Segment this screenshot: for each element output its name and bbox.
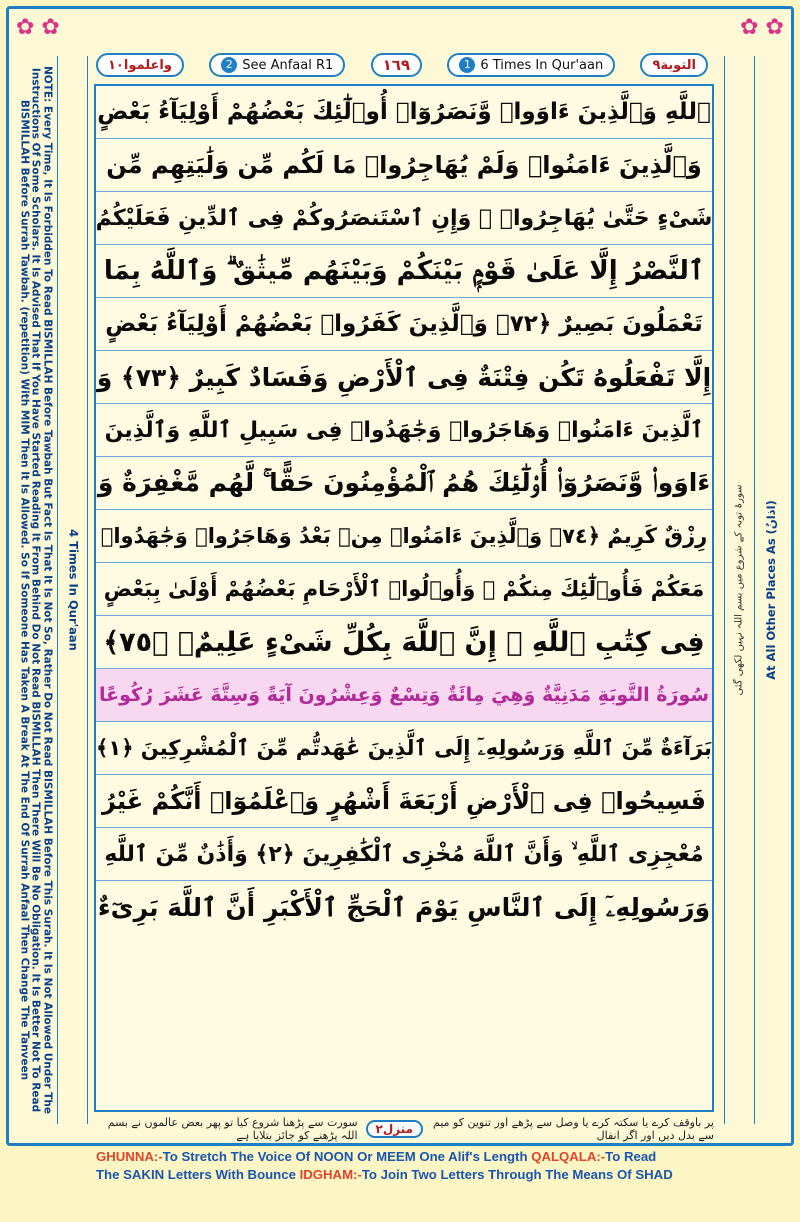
text-line: بَرَآءَةٌ مِّنَ ٱللَّهِ وَرَسُولِهِۦٓ إِلَى ٱلَّذِينَ عَٰهَدتُّم مِّنَ ٱلْمُشْرِكِينَ ﴿١﴾ [96, 722, 712, 775]
page-header [96, 52, 708, 78]
ghunna-term: GHUNNA:- [96, 1149, 163, 1164]
tajweed-legend [96, 1148, 716, 1188]
footnote-text: See Anfaal R1 [242, 57, 334, 73]
bismillah-note-text: NOTE: Every Time, It Is Forbidden To Read BISMILLAH Before Tawbah But Fact Is That It Is Not So, Rather Do Not Read BISMILLAH Before This Surah. It Is Not Allowed Under The Instructions Of Some Scholars. It Is Advised That If You Have Started Reading It From Behind Do Not Read BISMILLAH Then There Will Be No Obligation. It Is Better Not To Read BISMILLAH Before Surrah Tawbah. (repetition) With MIM Then It Is Allowed. So If Someone Has Taken A Break At The End Of Surrah Anfaal Then Change The Tanveen [17, 66, 53, 1114]
text-line: فَسِيحُوا۟ فِى ٱلْأَرْضِ أَرْبَعَةَ أَشْهُرٍ وَٱعْلَمُوٓا۟ أَنَّكُمْ غَيْرُ [96, 775, 712, 828]
text-line: وَرَسُولِهِۦٓ إِلَى ٱلنَّاسِ يَوْمَ ٱلْحَجِّ ٱلْأَكْبَرِ أَنَّ ٱللَّهَ بَرِىٓءٌ [97, 892, 711, 922]
text-line: ٱلَّذِينَ ءَامَنُوا۟ وَهَاجَرُوا۟ وَجَٰهَدُوا۟ فِى سَبِيلِ ٱللَّهِ وَٱلَّذِينَ [96, 404, 712, 457]
right-margin [724, 56, 788, 1124]
text-line: رِزْقٌ كَرِيمٌ ﴿٧٤﴾ وَٱلَّذِينَ ءَامَنُوا۟ مِنۢ بَعْدُ وَهَاجَرُوا۟ وَجَٰهَدُوا۟ [96, 510, 712, 563]
qalqala-text-continued: The SAKIN Letters With Bounce [96, 1167, 296, 1182]
left-margin [12, 56, 90, 1124]
hizb-marker: واعلموا١٠ [96, 53, 184, 77]
footer-urdu-left: سورت سے پڑھنا شروع کیا تو پھر بعض عالموں نے بسم اللہ پڑھنے کو جائز بتلایا ہے [107, 1116, 358, 1142]
surah-title-banner: سُورَةُ التَّوبَةِ مَدَنِيَّةٌ وَهِيَ مِائَةٌ وَتِسْعٌ وَعِشْرُونَ آيَةً وَسِتَّةَ عَشَرَ رُكُوعًا [96, 669, 712, 722]
footer-urdu-right: پر باوقف کرے یا سکتہ کرے یا وصل سے پڑھے اور تنوین کو میم سے بدل دیں اور اگر انفال [433, 1116, 714, 1142]
qalqala-term: QALQALA:- [531, 1149, 606, 1164]
footnote-number: 2 [221, 57, 237, 73]
idgham-term: IDGHAM:- [299, 1167, 362, 1182]
footnote-2 [209, 53, 345, 77]
right-urdu-column [725, 56, 755, 1124]
flower-ornament-icon: ✿ ✿ [16, 15, 60, 40]
margin-ref-column [58, 56, 88, 1124]
idgham-text: To Join Two Letters Through The Means Of SHAD [361, 1167, 673, 1182]
right-note-column [755, 56, 788, 1124]
top-ornament [10, 10, 790, 46]
manzil-badge: منزل٢ [366, 1120, 424, 1138]
qalqala-text: To Read [605, 1149, 657, 1164]
right-margin-note: At All Other Places As (اذانٌ) [764, 500, 779, 680]
text-line: فِى كِتَٰبِ ٱللَّهِ ۗ إِنَّ ٱللَّهَ بِكُلِّ شَىْءٍ عَلِيمٌۢ ﴿٧٥﴾ [96, 616, 712, 669]
text-line: شَىْءٍ حَتَّىٰ يُهَاجِرُوا۟ ۚ وَإِنِ ٱسْتَنصَرُوكُمْ فِى ٱلدِّينِ فَعَلَيْكُمُ [96, 192, 712, 245]
footnote-number: 1 [459, 57, 475, 73]
surah-name: التوبة٩ [640, 53, 708, 77]
flower-ornament-icon: ✿ ✿ [740, 15, 784, 40]
text-line: وَٱلَّذِينَ ءَامَنُوا۟ وَلَمْ يُهَاجِرُوا۟ مَا لَكُم مِّن وَلَٰيَتِهِم مِّن [96, 139, 712, 192]
text-line: مُعْجِزِى ٱللَّهِ ۙ وَأَنَّ ٱللَّهَ مُخْزِى ٱلْكَٰفِرِينَ ﴿٢﴾ وَأَذَٰنٌ مِّنَ ٱللَّهِ [96, 828, 712, 881]
quran-text-area [94, 84, 714, 1112]
text-line: ٱلنَّصْرُ إِلَّا عَلَىٰ قَوْمٍۭ بَيْنَكُمْ وَبَيْنَهُم مِّيثَٰقٌ ۗ وَٱللَّهُ بِمَا [96, 245, 712, 298]
text-line: تَعْمَلُونَ بَصِيرٌ ﴿٧٢﴾ وَٱلَّذِينَ كَفَرُوا۟ بَعْضُهُمْ أَوْلِيَآءُ بَعْضٍ [96, 298, 712, 351]
ghunna-text: To Stretch The Voice Of NOON Or MEEM One Alif's Length [162, 1149, 528, 1164]
footer-urdu-note [94, 1116, 714, 1142]
margin-note-heading: 4 Times In Qur'aan [66, 529, 80, 651]
text-line: ٱللَّهِ وَٱلَّذِينَ ءَاوَوا۟ وَّنَصَرُوٓا۟ أُو۟لَٰٓئِكَ بَعْضُهُمْ أَوْلِيَآءُ بَعْضٍ [96, 86, 712, 139]
urdu-margin-note: سورۂ توبہ کے شروع میں بسم اللہ نہیں لکھی گئی [733, 484, 745, 696]
text-line: مَعَكُمْ فَأُو۟لَٰٓئِكَ مِنكُمْ ۚ وَأُو۟لُوا۟ ٱلْأَرْحَامِ بَعْضُهُمْ أَوْلَىٰ بِبَعْضٍ [96, 563, 712, 616]
text-line: إِلَّا تَفْعَلُوهُ تَكُن فِتْنَةٌ فِى ٱلْأَرْضِ وَفَسَادٌ كَبِيرٌ ﴿٧٣﴾ وَ [96, 351, 712, 404]
margin-note [12, 56, 58, 1124]
page-number: ١٦٩ [371, 53, 422, 77]
footnote-text: 6 Times In Qur'aan [480, 57, 604, 73]
footnote-1 [447, 53, 615, 77]
text-line: ءَاوَوا۟ وَّنَصَرُوٓا۟ أُو۟لَٰٓئِكَ هُمُ ٱلْمُؤْمِنُونَ حَقًّا ۚ لَّهُم مَّغْفِرَةٌ وَ [96, 457, 712, 510]
